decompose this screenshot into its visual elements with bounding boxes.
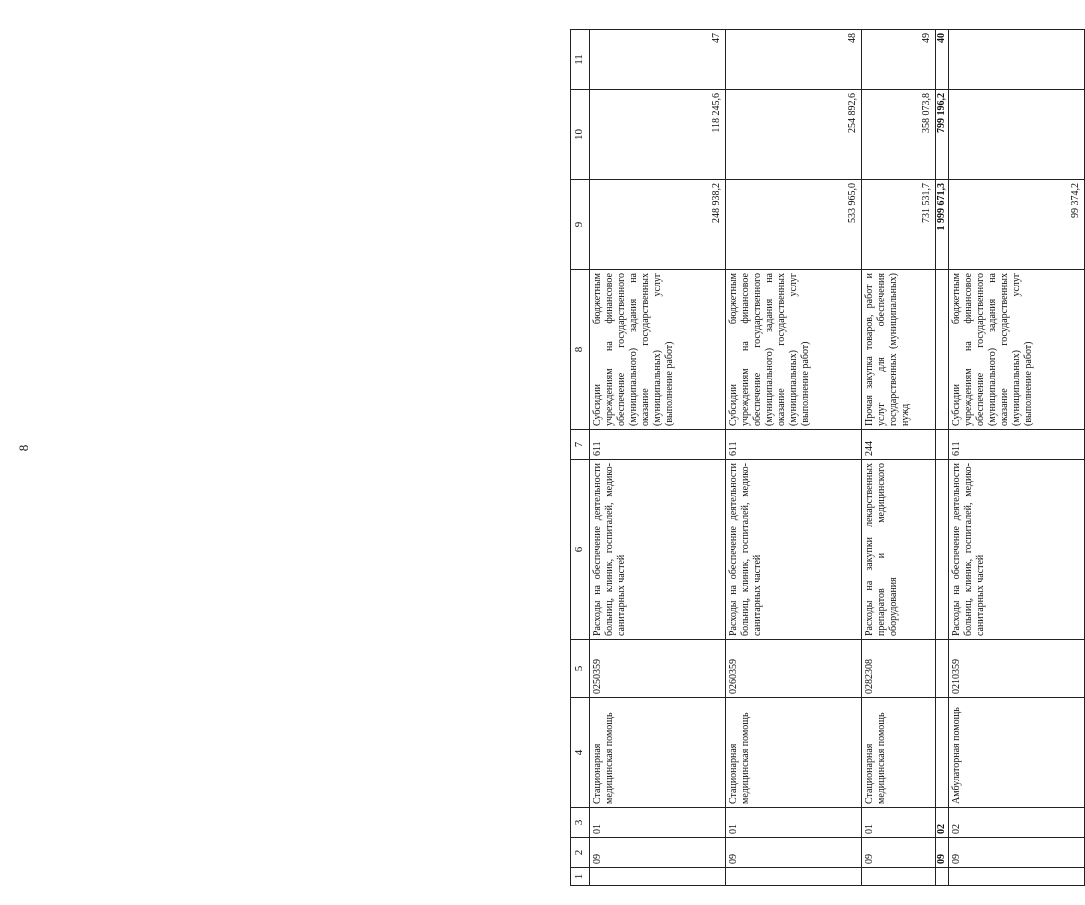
cell: 01 <box>862 808 936 838</box>
cell: 47 <box>590 30 726 90</box>
cell: 09 <box>862 838 936 868</box>
cell: 09 <box>590 838 726 868</box>
col-header: 3 <box>571 808 590 838</box>
cell: 0282308 <box>862 640 936 698</box>
cell: Субсидии бюджетным учреждениям на финансовое обеспечение государственного (муниципального) задания на оказание государственных (муниципальных) услуг (выполнение работ) <box>590 270 726 430</box>
cell: Прочая закупка товаров, работ и услуг для обеспечения государственных (муниципальных) нужд <box>862 270 936 430</box>
cell: 0250359 <box>590 640 726 698</box>
cell: 02 <box>936 808 949 838</box>
cell: 0210359 <box>949 640 1085 698</box>
col-header: 11 <box>571 30 590 90</box>
rotated-table-container <box>570 30 1081 886</box>
cell <box>949 30 1085 90</box>
cell: Стационарная медицинская помощь <box>862 698 936 808</box>
col-header: 4 <box>571 698 590 808</box>
cell: Стационарная медицинская помощь <box>590 698 726 808</box>
cell <box>936 868 949 886</box>
total-row <box>936 30 949 886</box>
cell <box>862 868 936 886</box>
cell: 99 374,2 <box>949 180 1085 270</box>
col-header: 6 <box>571 460 590 640</box>
cell: 01 <box>726 808 862 838</box>
cell: 02 <box>949 808 1085 838</box>
cell: Расходы на обеспечение деятельности больниц, клиник, госпиталей, медико-санитарных частей <box>590 460 726 640</box>
page-number: 8 <box>16 444 31 452</box>
table-row <box>949 30 1085 886</box>
col-header: 1 <box>571 868 590 886</box>
cell: 1 999 671,3 <box>936 180 949 270</box>
cell: 248 938,2 <box>590 180 726 270</box>
cell <box>936 430 949 460</box>
cell: 09 <box>949 838 1085 868</box>
cell: 254 892,6 <box>726 90 862 180</box>
cell: 611 <box>726 430 862 460</box>
col-header: 9 <box>571 180 590 270</box>
cell: Расходы на закупки лекарственных препаратов и медицинского оборудования <box>862 460 936 640</box>
cell: 611 <box>590 430 726 460</box>
cell <box>936 460 949 640</box>
cell: Амбулаторная помощь <box>949 698 1085 808</box>
col-header: 2 <box>571 838 590 868</box>
cell <box>949 90 1085 180</box>
cell: 40 <box>936 30 949 90</box>
cell: 0260359 <box>726 640 862 698</box>
cell: 611 <box>949 430 1085 460</box>
col-header: 7 <box>571 430 590 460</box>
cell: 09 <box>726 838 862 868</box>
cell: Субсидии бюджетным учреждениям на финансовое обеспечение государственного (муниципального) задания на оказание государственных (муниципальных) услуг (выполнение работ) <box>726 270 862 430</box>
table-row <box>590 30 726 886</box>
cell: 358 073,8 <box>862 90 936 180</box>
cell: Стационарная медицинская помощь <box>726 698 862 808</box>
col-header: 8 <box>571 270 590 430</box>
table-row <box>862 30 936 886</box>
cell: Расходы на обеспечение деятельности больниц, клиник, госпиталей, медико-санитарных частей <box>726 460 862 640</box>
cell: Расходы на обеспечение деятельности больниц, клиник, госпиталей, медико-санитарных частей <box>949 460 1085 640</box>
cell: 799 196,2 <box>936 90 949 180</box>
col-header: 5 <box>571 640 590 698</box>
cell <box>936 698 949 808</box>
header-row <box>571 30 590 886</box>
cell <box>949 868 1085 886</box>
cell: 48 <box>726 30 862 90</box>
cell: 118 245,6 <box>590 90 726 180</box>
cell: 533 965,0 <box>726 180 862 270</box>
budget-table <box>570 29 1085 886</box>
cell <box>936 640 949 698</box>
col-header: 10 <box>571 90 590 180</box>
cell: Субсидии бюджетным учреждениям на финансовое обеспечение государственного (муниципального) задания на оказание государственных (муниципальных) услуг (выполнение работ) <box>949 270 1085 430</box>
cell <box>726 868 862 886</box>
table-row <box>726 30 862 886</box>
cell: 244 <box>862 430 936 460</box>
cell: 01 <box>590 808 726 838</box>
cell: 49 <box>862 30 936 90</box>
cell <box>590 868 726 886</box>
cell <box>936 270 949 430</box>
cell: 09 <box>936 838 949 868</box>
cell: 731 531,7 <box>862 180 936 270</box>
